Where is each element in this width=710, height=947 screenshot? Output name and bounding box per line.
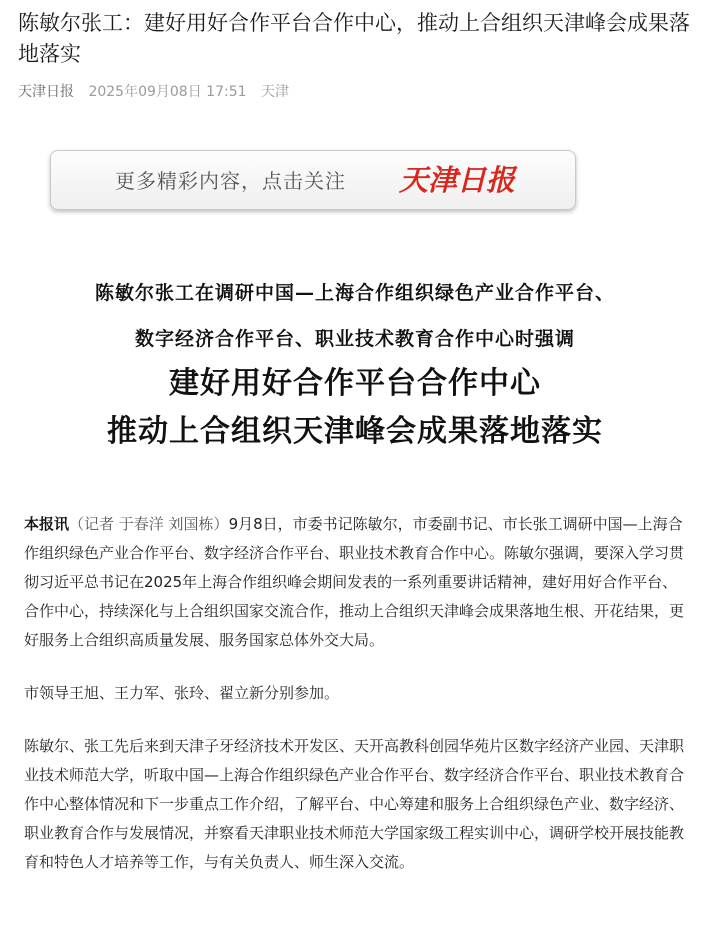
body-paragraph-3: 陈敏尔、张工先后来到天津子牙经济技术开发区、天开高教科创园华苑片区数字经济产业园、天津职业技术师范大学，听取中国—上海合作组织绿色产业合作平台、数字经济合作平台、职业技术教育合作中心整体情况和下一步重点工作介绍，了解平台、中心筹建和服务上合组织绿色产业、数字经济、职业教育合作与发展情况，并察看天津职业技术师范大学国家级工程实训中心，调研学校开展技能教育和特色人才培养等工作，与有关负责人、师生深入交流。 xyxy=(24,737,685,871)
main-headline-line-1: 建好用好合作平台合作中心 xyxy=(169,366,541,401)
article-source[interactable]: 天津日报 xyxy=(18,84,74,100)
subhead-line-2: 数字经济合作平台、职业技术教育合作中心时强调 xyxy=(134,328,575,350)
article-location: 天津 xyxy=(260,84,289,100)
article-meta xyxy=(18,82,299,102)
subhead-line-1: 陈敏尔张工在调研中国—上海合作组织绿色产业合作平台、 xyxy=(94,282,615,304)
article-datetime: 2025年09月08日 17:51 xyxy=(88,84,247,100)
body-paragraph-2: 市领导王旭、王力军、张玲、翟立新分别参加。 xyxy=(24,684,340,702)
lead-reporters: （记者 于春洋 刘国栋） xyxy=(69,515,229,533)
headline-block xyxy=(0,270,710,452)
follow-banner[interactable] xyxy=(50,150,576,210)
paragraph-1-text: 9月8日，市委书记陈敏尔，市委副书记、市长张工调研中国—上海合作组织绿色产业合作平台、数字经济合作平台、职业技术教育合作中心。陈敏尔强调，要深入学习贯彻习近平总书记在2025年上海合作组织峰会期间发表的一系列重要讲话精神，建好用好合作平台、合作中心，持续深化与上合组织国家交流合作，推动上合组织天津峰会成果落地生根、开花结果，更好服务上合组织高质量发展、服务国家总体外交大局。 xyxy=(24,515,685,649)
body-paragraph-1 xyxy=(24,510,688,655)
article-body xyxy=(24,510,688,901)
lead-label: 本报讯 xyxy=(24,515,70,533)
main-headline-line-2: 推动上合组织天津峰会成果落地落实 xyxy=(107,414,603,449)
follow-banner-text: 更多精彩内容，点击关注 xyxy=(115,169,346,193)
article-title: 陈敏尔张工：建好用好合作平台合作中心，推动上合组织天津峰会成果落地落实 xyxy=(18,11,690,66)
tianjin-daily-logo: 天津日报 xyxy=(399,163,516,197)
